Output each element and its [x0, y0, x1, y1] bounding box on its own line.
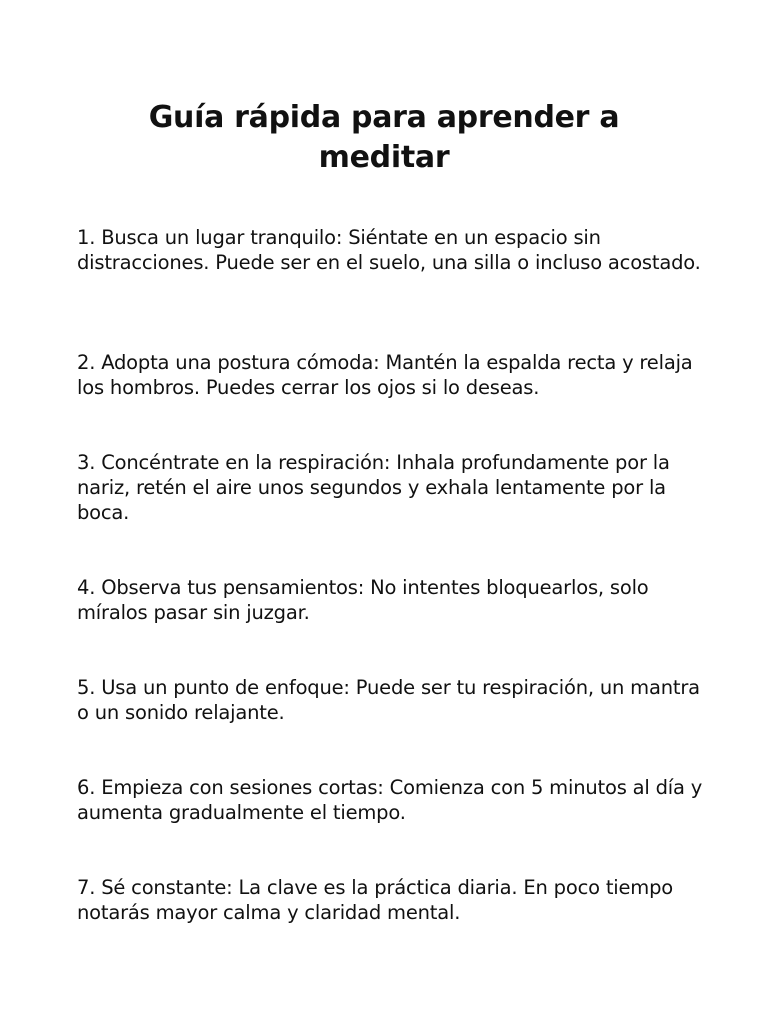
step-4: 4. Observa tus pensamientos: No intentes bloquearlos, solo míralos pasar sin juzgar. — [77, 576, 649, 624]
step-6: 6. Empieza con sesiones cortas: Comienza con 5 minutos al día y aumenta gradualmente el tiempo. — [77, 776, 703, 824]
step-1: 1. Busca un lugar tranquilo: Siéntate en un espacio sin distracciones. Puede ser en el suelo, una silla o incluso acostado. — [77, 226, 701, 274]
page-title: Guía rápida para aprender a meditar — [148, 100, 620, 175]
step-7: 7. Sé constante: La clave es la práctica diaria. En poco tiempo notarás mayor calma y claridad mental. — [77, 876, 673, 924]
step-2: 2. Adopta una postura cómoda: Mantén la espalda recta y relaja los hombros. Puedes cerrar los ojos si lo deseas. — [77, 351, 693, 399]
step-3: 3. Concéntrate en la respiración: Inhala profundamente por la nariz, retén el aire unos segundos y exhala lentamente por la boca. — [77, 451, 670, 524]
step-5: 5. Usa un punto de enfoque: Puede ser tu respiración, un mantra o un sonido relajante. — [77, 676, 700, 724]
